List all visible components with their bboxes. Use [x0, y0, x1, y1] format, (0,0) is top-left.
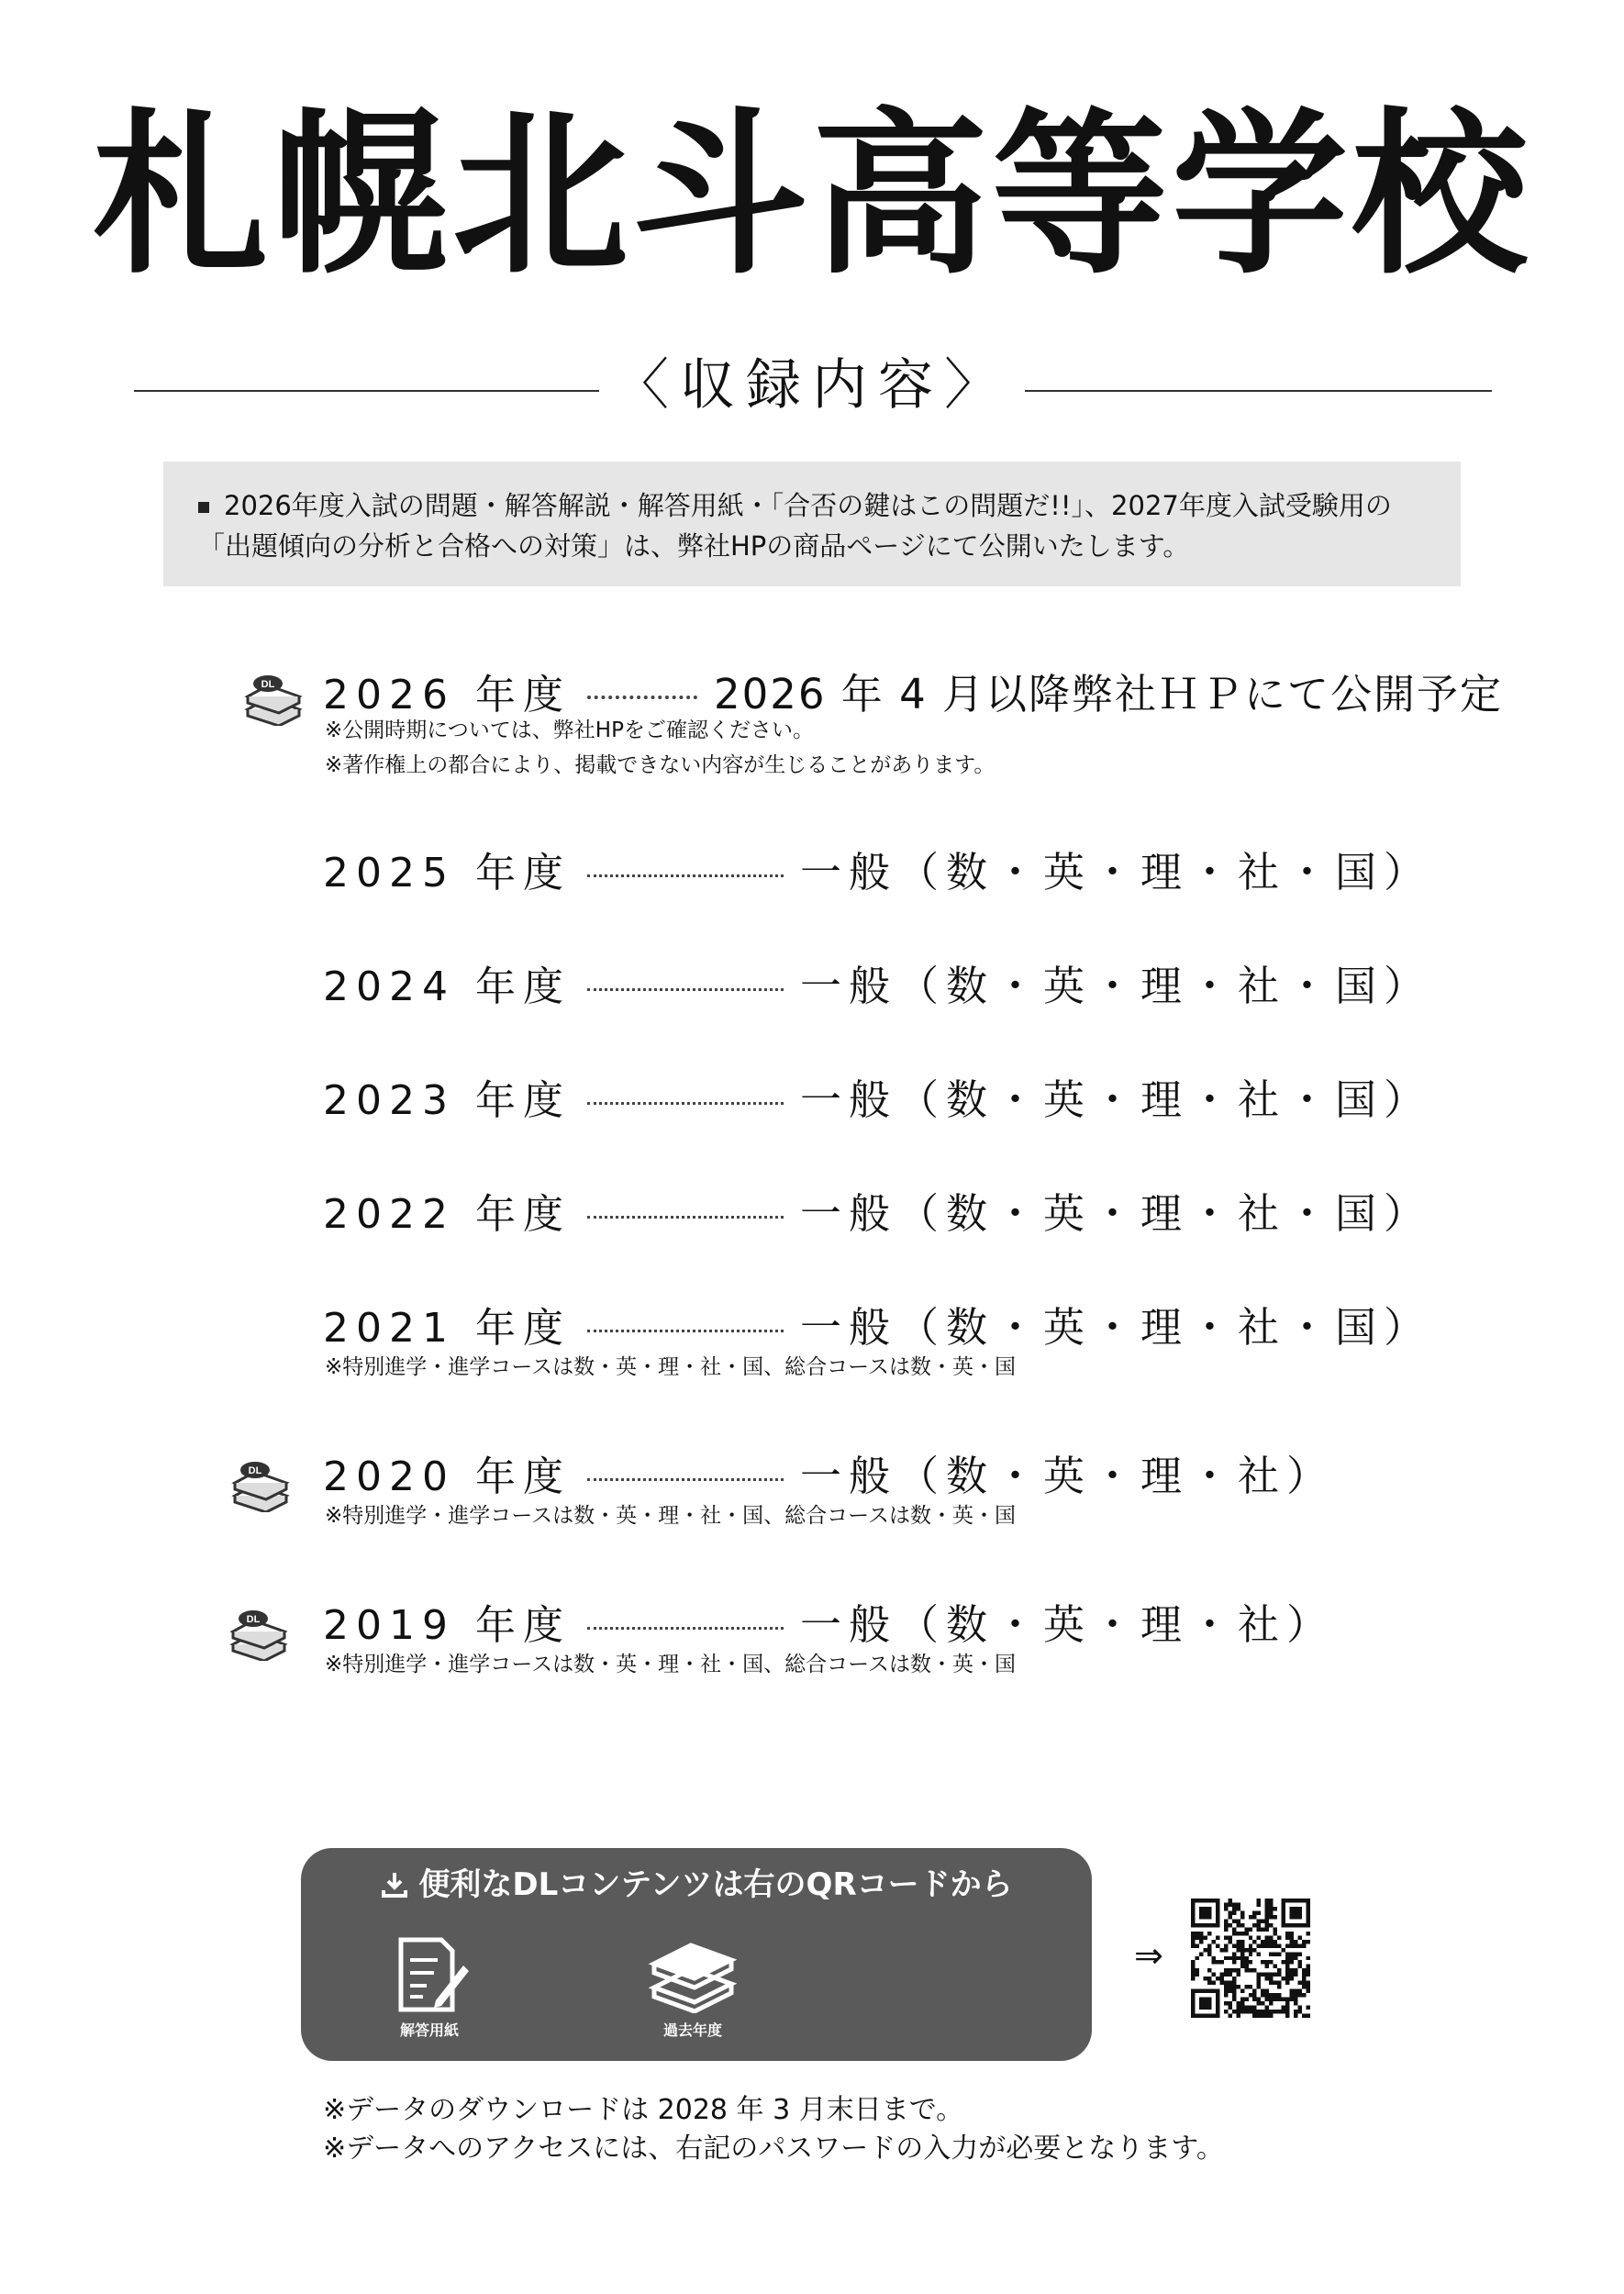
entry-2023: 2023 年度 一般（数・英・理・社・国）: [323, 1075, 1432, 1124]
svg-text:DL: DL: [246, 1614, 261, 1625]
arrow-right-icon: ⇒: [1134, 1935, 1163, 1976]
dl-panel-title: 便利なDLコンテンツは右のQRコードから: [301, 1866, 1092, 1904]
page-title: 札幌北斗高等学校: [93, 94, 1531, 298]
entry-2019-note: ※特別進学・進学コースは数・英・理・社・国、総合コースは数・英・国: [325, 1653, 1016, 1676]
svg-text:DL: DL: [261, 679, 275, 690]
entry-2022: 2022 年度 一般（数・英・理・社・国）: [323, 1189, 1432, 1238]
dl-book-icon: [242, 673, 303, 726]
subtitle-text: 〈収録内容〉: [599, 353, 1025, 418]
qr-code[interactable]: [1191, 1899, 1310, 2018]
entry-2020: 2020 年度 一般（数・英・理・社）: [323, 1452, 1335, 1500]
download-icon: [380, 1870, 409, 1899]
dl-item-label: 過去年度: [662, 2021, 722, 2039]
leader-dots: [587, 1627, 784, 1630]
entry-2021-note: ※特別進学・進学コースは数・英・理・社・国、総合コースは数・英・国: [325, 1355, 1016, 1379]
answer-sheet-icon: [388, 1936, 471, 2013]
entry-2025: 2025 年度 一般（数・英・理・社・国）: [323, 848, 1432, 896]
leader-dots: [587, 1330, 784, 1332]
dl-book-icon: [228, 1608, 288, 1661]
leader-dots: [587, 696, 697, 699]
svg-text:DL: DL: [248, 1465, 262, 1476]
leader-dots: [587, 874, 784, 877]
entry-2026-note-1: ※公開時期については、弊社HPをご確認ください。: [325, 718, 814, 742]
subtitle: [0, 353, 1624, 418]
entry-2020-note: ※特別進学・進学コースは数・英・理・社・国、総合コースは数・英・国: [325, 1504, 1016, 1528]
leader-dots: [587, 1102, 784, 1105]
entry-2026: 2026 年度 2026 年 4 月以降弊社ＨＰにて公開予定: [323, 670, 1504, 718]
entry-2024: 2024 年度 一般（数・英・理・社・国）: [323, 962, 1432, 1010]
past-years-icon: [647, 1936, 739, 2013]
notice-line-2: 「出題傾向の分析と合格への対策」は、弊社HPの商品ページにて公開いたします。: [198, 530, 1190, 562]
dl-item-answer-sheet: [374, 1936, 484, 2040]
footnote-download-deadline: ※データのダウンロードは 2028 年 3 月末日まで。: [323, 2094, 964, 2126]
dl-item-label: 解答用紙: [399, 2021, 459, 2039]
notice-box: [163, 462, 1461, 586]
dl-content-panel: [301, 1848, 1092, 2061]
notice-line-1: 2026年度入試の問題・解答解説・解答用紙・「合否の鍵はこの問題だ!!」、2027年度入試受験用の: [198, 485, 1426, 526]
entry-2026-note-2: ※著作権上の都合により、掲載できない内容が生じることがあります。: [325, 753, 996, 777]
leader-dots: [587, 1478, 784, 1481]
bullet-square-icon: [198, 502, 209, 513]
footnote-password: ※データへのアクセスには、右記のパスワードの入力が必要となります。: [323, 2133, 1224, 2165]
entry-2021: 2021 年度 一般（数・英・理・社・国）: [323, 1303, 1432, 1352]
leader-dots: [587, 988, 784, 991]
entry-2019: 2019 年度 一般（数・英・理・社）: [323, 1600, 1335, 1649]
leader-dots: [587, 1216, 784, 1219]
dl-book-icon: [229, 1459, 290, 1512]
dl-item-past-years: [638, 1936, 748, 2040]
